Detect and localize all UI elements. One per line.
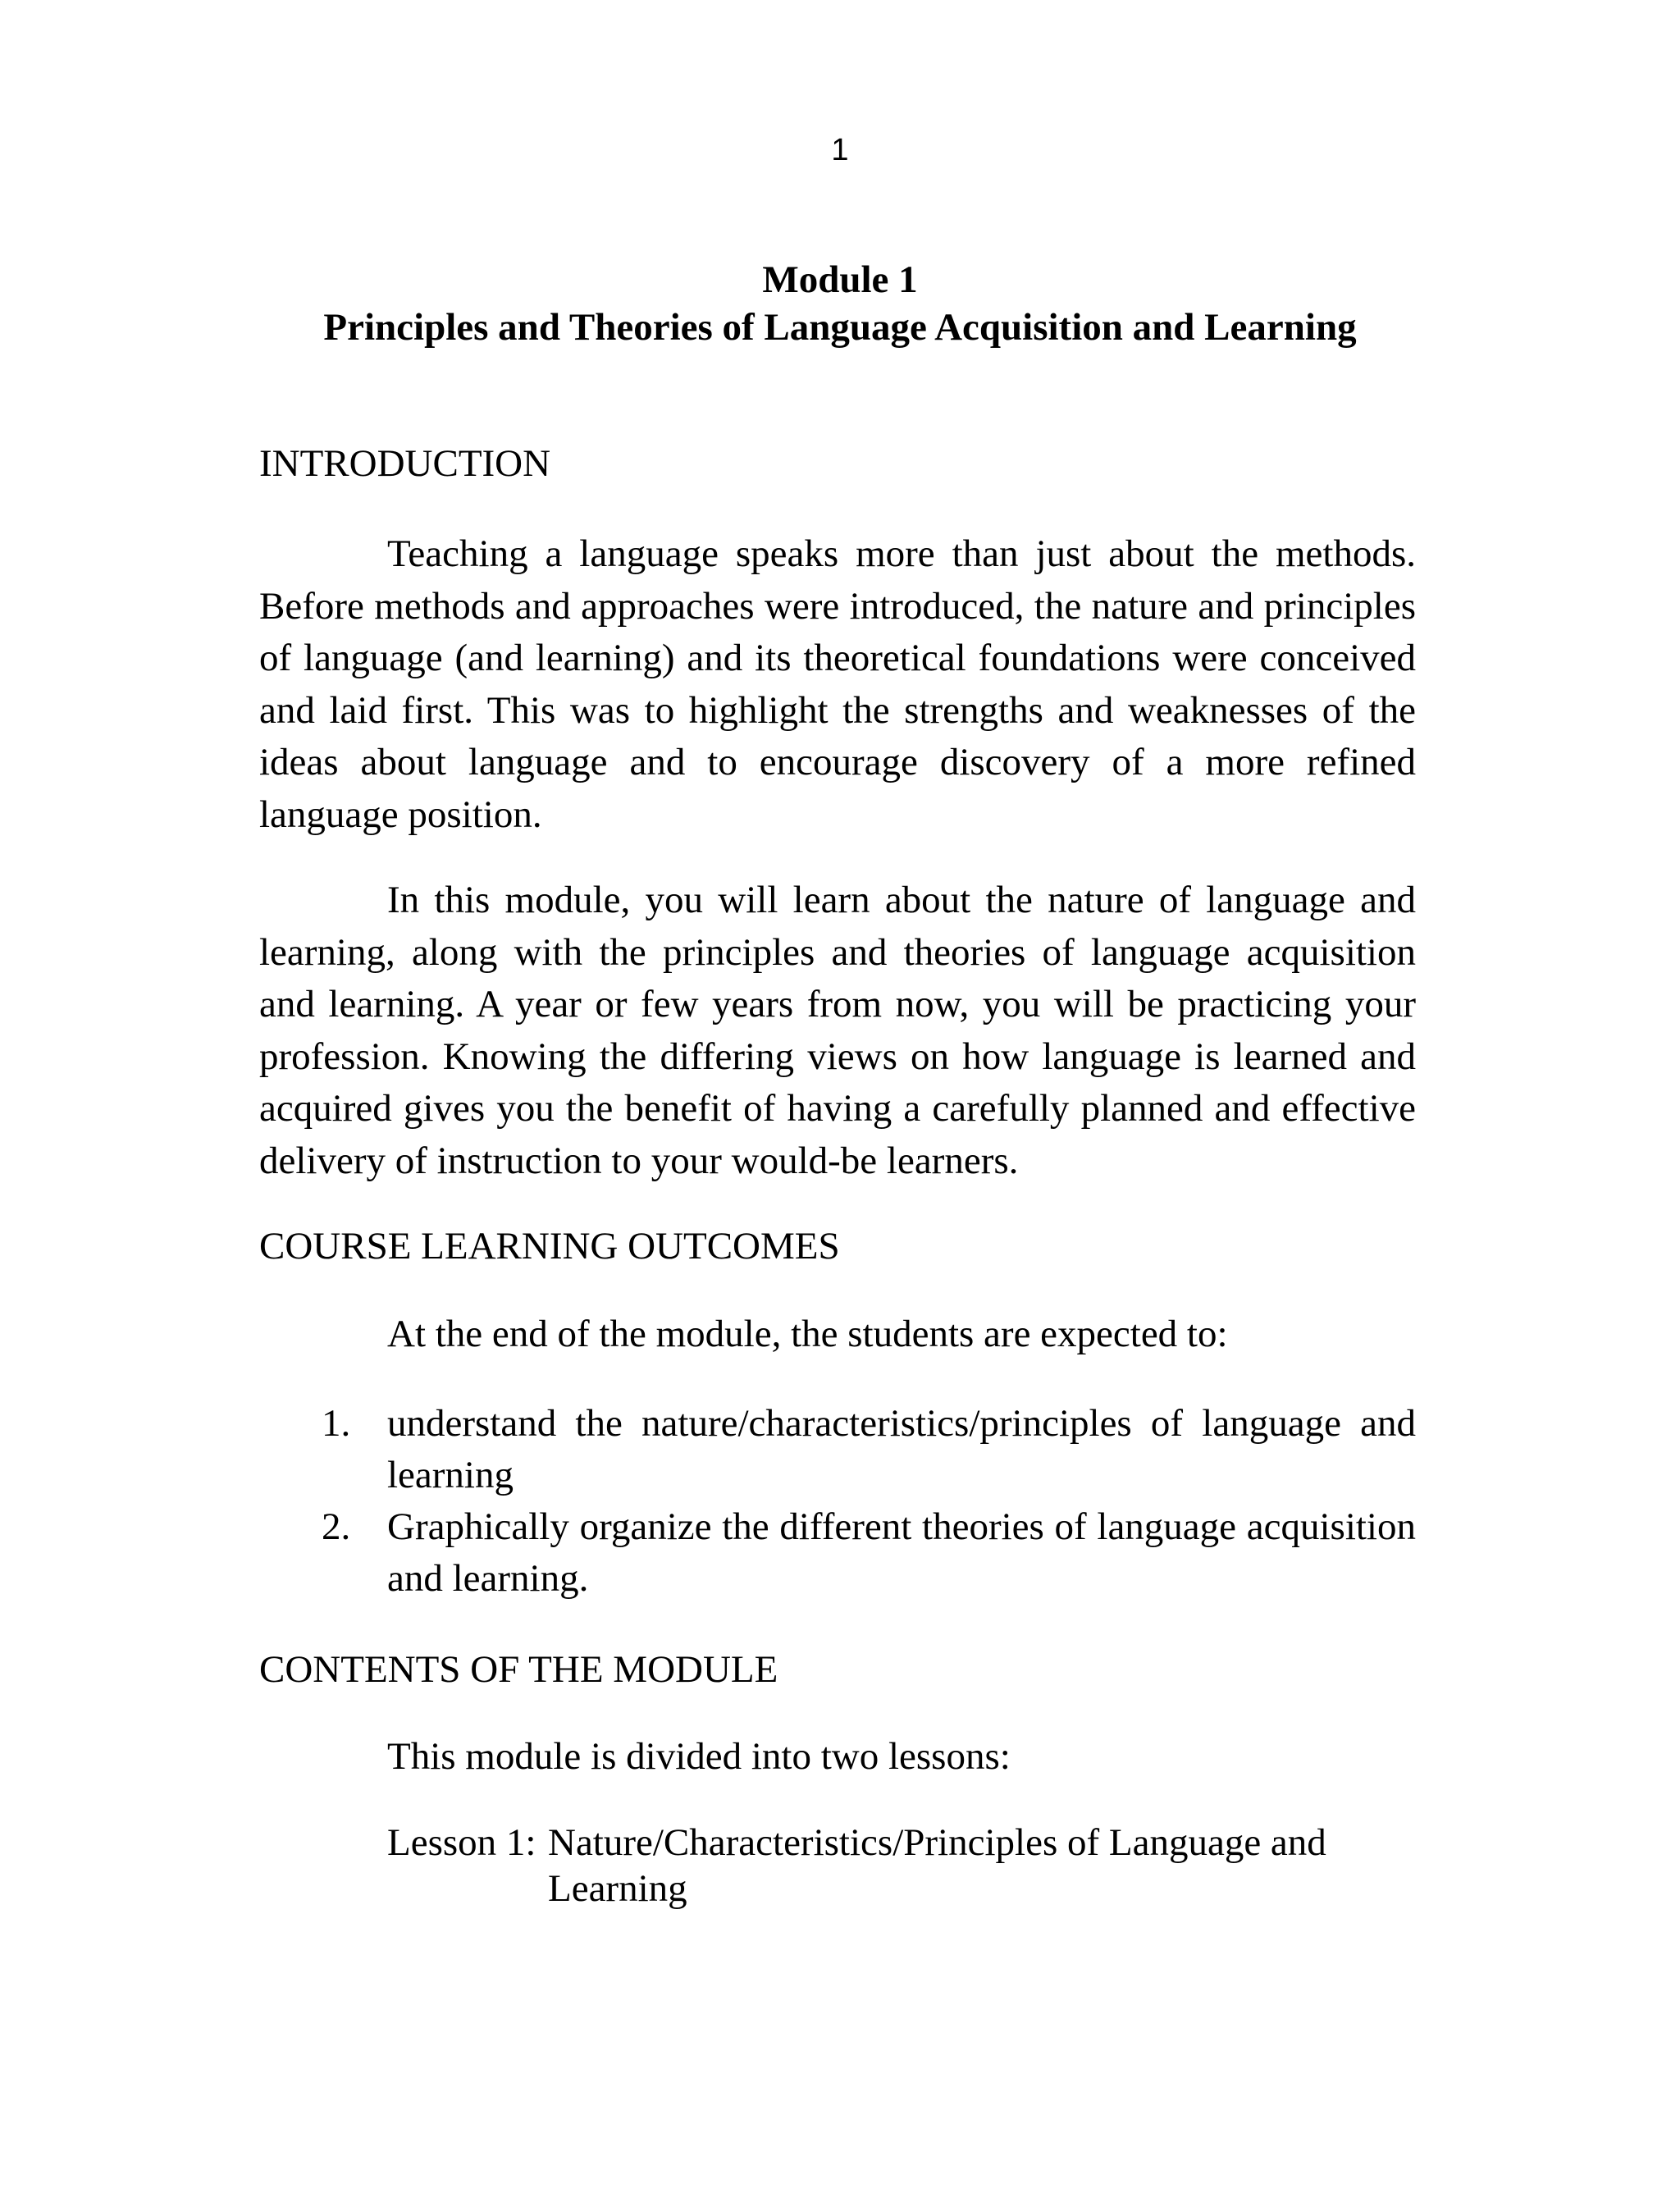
lesson-title: Nature/Characteristics/Principles of Language and Learning (548, 1821, 1326, 1910)
page-number: 1 (831, 133, 849, 167)
list-item-number: 2. (322, 1505, 351, 1548)
introduction-paragraph-2: In this module, you will learn about the nature of language and learning, along with the principles and theories of language acquisition and learning. A year or few years from now, you will be practicing your profession. Knowing the differing views on how language is learned and acquired gives you the benefit of having a carefully planned and effective delivery of instruction to your would-be learners. (259, 879, 1416, 1182)
course-learning-outcomes-heading: COURSE LEARNING OUTCOMES (259, 1225, 840, 1268)
list-item-text: understand the nature/characteristics/principles of language and learning (387, 1402, 1416, 1496)
list-item (259, 1501, 1416, 1605)
contents-intro: This module is divided into two lessons: (387, 1735, 1011, 1778)
outcomes-intro: At the end of the module, the students are expected to: (387, 1313, 1228, 1355)
list-item-number: 1. (322, 1402, 351, 1445)
outcomes-list (259, 1398, 1416, 1605)
list-item-text: Graphically organize the different theories of language acquisition and learning. (387, 1505, 1416, 1600)
module-title (0, 256, 1680, 351)
lesson-label: Lesson 1: (387, 1821, 536, 1864)
list-item (259, 1398, 1416, 1501)
lesson-entry (387, 1820, 1404, 1912)
module-subtitle: Principles and Theories of Language Acquisition and Learning (323, 306, 1357, 349)
introduction-paragraph-1: Teaching a language speaks more than just about the methods. Before methods and approaches were introduced, the nature and principles of language (and learning) and its theoretical foundations were conceived and laid first. This was to highlight the strengths and weaknesses of the ideas about language and to encourage discovery of a more refined language position. (259, 532, 1416, 836)
contents-heading: CONTENTS OF THE MODULE (259, 1648, 778, 1691)
introduction-heading: INTRODUCTION (259, 442, 551, 485)
module-number: Module 1 (762, 258, 918, 301)
